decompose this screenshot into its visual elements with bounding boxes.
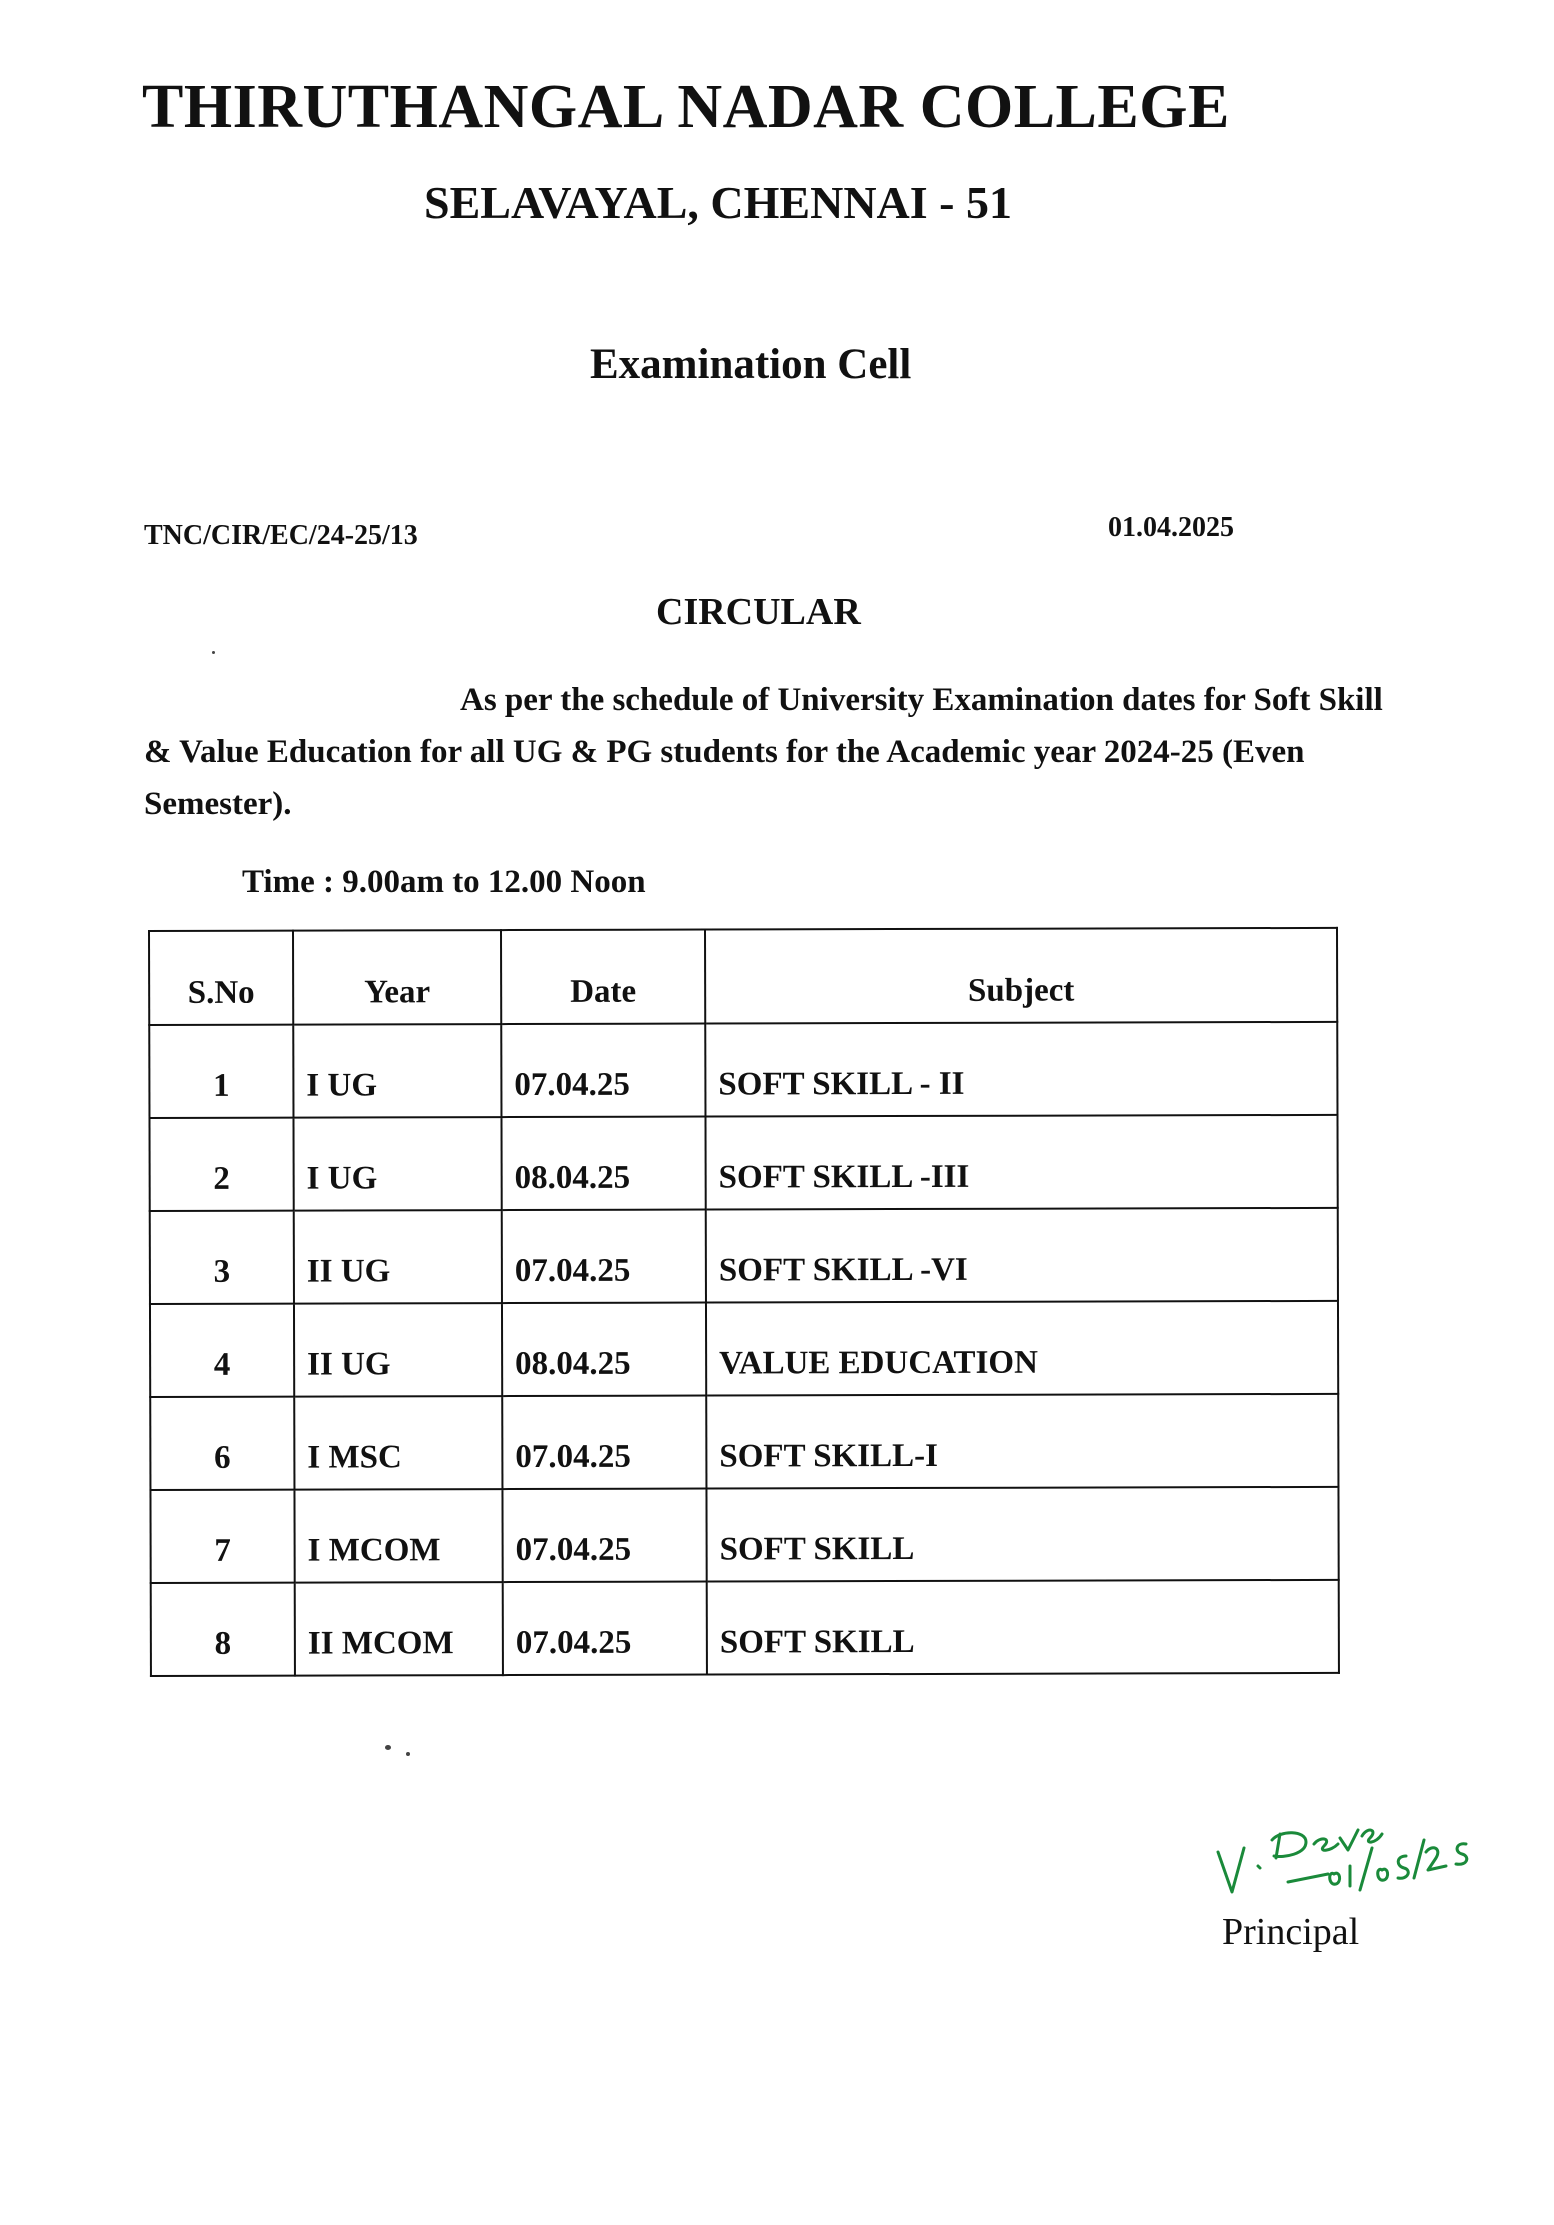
cell-year: I MSC bbox=[294, 1396, 502, 1490]
table-row bbox=[149, 1115, 1337, 1211]
table-header-row bbox=[149, 928, 1337, 1025]
scan-speck bbox=[406, 1752, 410, 1756]
table-row bbox=[150, 1301, 1338, 1397]
college-address: SELAVAYAL, CHENNAI - 51 bbox=[424, 177, 1012, 228]
department-title: Examination Cell bbox=[590, 341, 912, 388]
table-row bbox=[151, 1580, 1339, 1676]
cell-year: I UG bbox=[293, 1117, 501, 1211]
cell-subject: SOFT SKILL -VI bbox=[706, 1208, 1338, 1303]
cell-year: II UG bbox=[294, 1210, 502, 1304]
exam-schedule-table bbox=[148, 927, 1340, 1677]
table-row bbox=[150, 1487, 1338, 1583]
header-subject: Subject bbox=[705, 928, 1337, 1024]
cell-date: 07.04.25 bbox=[502, 1489, 706, 1583]
cell-date: 08.04.25 bbox=[502, 1303, 706, 1397]
cell-subject: SOFT SKILL-I bbox=[706, 1394, 1338, 1489]
cell-year: II MCOM bbox=[295, 1582, 503, 1676]
table-row bbox=[149, 1022, 1337, 1118]
circular-body: As per the schedule of University Examination dates for Soft Skill & Value Education for all UG & PG students for the Academic year 2024-25 (Even Semester). bbox=[144, 682, 1383, 822]
exam-time: Time : 9.00am to 12.00 Noon bbox=[242, 864, 646, 900]
circular-reference: TNC/CIR/EC/24-25/13 bbox=[144, 520, 418, 551]
cell-subject: SOFT SKILL bbox=[706, 1487, 1338, 1582]
table-row bbox=[150, 1208, 1338, 1304]
college-name: THIRUTHANGAL NADAR COLLEGE bbox=[142, 73, 1230, 141]
cell-sno: 1 bbox=[149, 1025, 293, 1118]
scan-speck bbox=[385, 1745, 391, 1750]
cell-subject: SOFT SKILL -III bbox=[705, 1115, 1337, 1210]
cell-sno: 3 bbox=[150, 1211, 294, 1304]
cell-date: 07.04.25 bbox=[503, 1582, 707, 1676]
cell-sno: 7 bbox=[150, 1490, 294, 1583]
cell-subject: VALUE EDUCATION bbox=[706, 1301, 1338, 1396]
header-year: Year bbox=[293, 930, 501, 1025]
cell-date: 08.04.25 bbox=[501, 1117, 705, 1211]
cell-subject: SOFT SKILL bbox=[707, 1580, 1339, 1675]
cell-sno: 8 bbox=[151, 1583, 295, 1676]
signature-strokes bbox=[1218, 1830, 1467, 1892]
circular-date: 01.04.2025 bbox=[1108, 512, 1234, 543]
scan-speck bbox=[212, 651, 215, 654]
cell-subject: SOFT SKILL - II bbox=[705, 1022, 1337, 1117]
cell-date: 07.04.25 bbox=[502, 1210, 706, 1304]
cell-date: 07.04.25 bbox=[502, 1396, 706, 1490]
cell-date: 07.04.25 bbox=[501, 1024, 705, 1118]
cell-sno: 6 bbox=[150, 1397, 294, 1490]
circular-title: CIRCULAR bbox=[656, 591, 861, 633]
table-row bbox=[150, 1394, 1338, 1490]
principal-label: Principal bbox=[1222, 1911, 1360, 1953]
cell-sno: 2 bbox=[149, 1118, 293, 1211]
header-sno: S.No bbox=[149, 931, 293, 1025]
cell-year: II UG bbox=[294, 1303, 502, 1397]
cell-sno: 4 bbox=[150, 1304, 294, 1397]
cell-year: I UG bbox=[293, 1024, 501, 1118]
principal-signature bbox=[1210, 1800, 1500, 1910]
cell-year: I MCOM bbox=[294, 1489, 502, 1583]
header-date: Date bbox=[501, 930, 705, 1025]
